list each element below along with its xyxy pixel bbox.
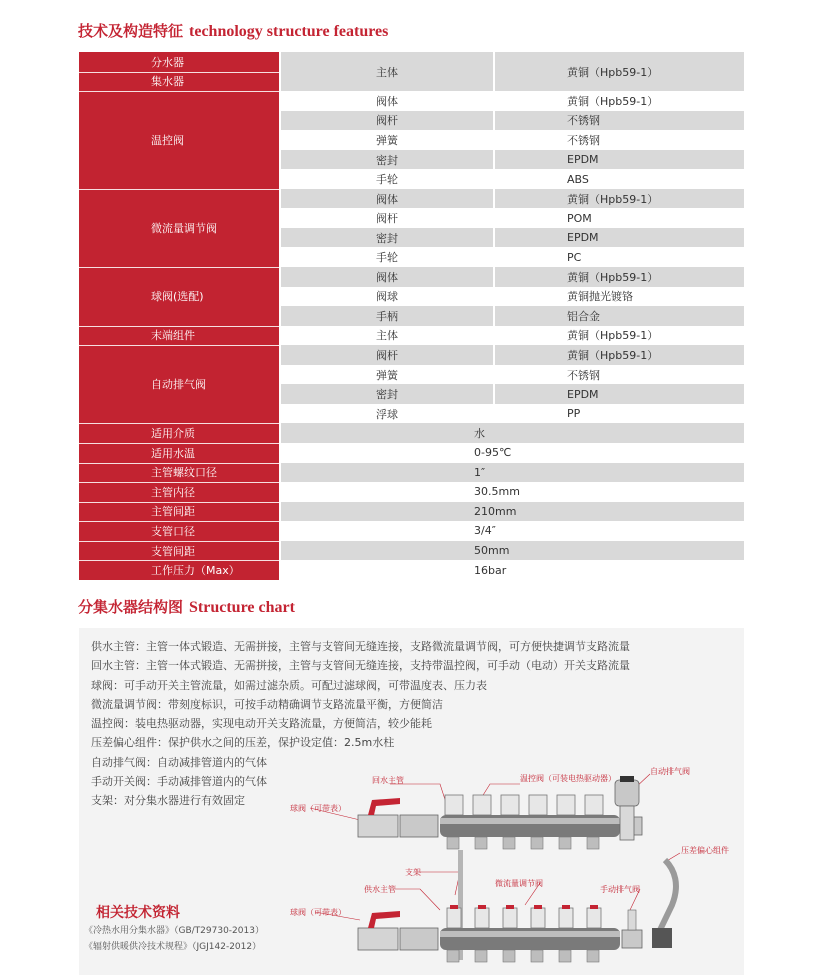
- desc-line: 微流量调节阀：带刻度标识，可按手动精确调节支路流量平衡，方便简洁: [91, 697, 443, 711]
- group-divider: [79, 560, 279, 561]
- ball-valve-icon: [358, 911, 400, 950]
- group-label-text: 工作压力（Max）: [151, 564, 240, 578]
- spec-part: 主体: [376, 65, 398, 79]
- group-divider: [79, 72, 279, 73]
- group-label-text: 球阀(选配): [151, 290, 204, 304]
- spec-part: 阀体: [376, 192, 398, 206]
- group-label-text: 温控阀: [151, 133, 184, 147]
- spec-value: 16bar: [474, 563, 507, 577]
- group-divider: [79, 521, 279, 522]
- spec-material: ABS: [567, 172, 589, 186]
- group-divider: [79, 91, 279, 92]
- group-label-text: 自动排气阀: [151, 378, 206, 392]
- group-label-text: 主管间距: [151, 505, 195, 519]
- spec-value: 1″: [474, 465, 486, 479]
- spec-material: 不锈钢: [567, 114, 600, 128]
- group-divider: [79, 345, 279, 346]
- spec-part: 弹簧: [376, 133, 398, 147]
- label-manual-vent: 手动排气阀: [600, 885, 640, 894]
- spec-group-label: [79, 72, 279, 92]
- spec-part: 阀球: [376, 290, 398, 304]
- group-label-text: 适用介质: [151, 427, 195, 441]
- group-divider: [79, 189, 279, 190]
- label-thermo-valve: 温控阀（可装电热驱动器）: [520, 774, 616, 783]
- thermo-valve-caps: [445, 795, 603, 815]
- spec-group-label: [79, 521, 279, 541]
- spec-part: 弹簧: [376, 368, 398, 382]
- group-label-text: 微流量调节阀: [151, 221, 217, 235]
- spec-group-label: [79, 560, 279, 580]
- spec-material: 黄铜（Hpb59-1）: [567, 94, 659, 108]
- desc-line: 支架：对分集水器进行有效固定: [91, 794, 245, 808]
- spec-material: 黄铜（Hpb59-1）: [567, 192, 659, 206]
- spec-part: 阀杆: [376, 114, 398, 128]
- group-divider: [79, 541, 279, 542]
- spec-material: 黄铜（Hpb59-1）: [567, 329, 659, 343]
- label-supply-main: 供水主管: [364, 885, 396, 894]
- desc-line: 供水主管：主管一体式锻造、无需拼接，主管与支管间无缝连接，支路微流量调节阀，可方便快捷调节支路流量: [91, 640, 630, 653]
- group-label-text: 分水器: [151, 55, 184, 69]
- spec-value: 0-95℃: [474, 446, 512, 460]
- group-divider: [79, 482, 279, 483]
- section-title-structure: [78, 596, 295, 617]
- spec-group-label: [79, 463, 279, 483]
- spec-part: 主体: [376, 329, 398, 343]
- title-cn: 分集水器结构图: [78, 598, 184, 616]
- desc-line: 温控阀：装电热驱动器，实现电动开关支路流量，方便简洁，较少能耗: [91, 717, 432, 731]
- spec-material: 不锈钢: [567, 368, 600, 382]
- spec-material: EPDM: [567, 387, 599, 401]
- manifold-diagram: [280, 760, 770, 975]
- group-divider: [79, 443, 279, 444]
- spec-material: 黄铜（Hpb59-1）: [567, 349, 659, 363]
- spec-material: PC: [567, 250, 582, 264]
- spec-value: 50mm: [474, 544, 510, 558]
- group-divider: [79, 463, 279, 464]
- spec-material: 黄铜抛光镀铬: [567, 290, 633, 304]
- desc-line: 球阀：可手动开关主管流量，如需过滤杂质。可配过滤球阀，可带温度表、压力表: [91, 678, 487, 692]
- spec-material: EPDM: [567, 231, 599, 245]
- group-label-text: 主管内径: [151, 485, 195, 499]
- label-ball-valve: 球阀（可带表）: [290, 908, 346, 917]
- spec-table: [79, 52, 744, 580]
- spec-material: 黄铜（Hpb59-1）: [567, 65, 659, 79]
- micro-valve-caps: [447, 908, 601, 928]
- spec-group-label: [79, 267, 279, 326]
- desc-line: 回水主管：主管一体式锻造、无需拼接，主管与支管间无缝连接，支持带温控阀，可手动（电动）开关支路流量: [91, 659, 630, 673]
- group-divider: [79, 326, 279, 327]
- label-bracket: 支架: [405, 868, 421, 877]
- spec-part: 浮球: [376, 407, 398, 421]
- manual-vent-icon: [628, 910, 636, 930]
- spec-part: 密封: [376, 231, 398, 245]
- label-pressure-comp: 压差偏心组件: [681, 846, 729, 855]
- spec-material: POM: [567, 211, 592, 225]
- spec-value: 30.5mm: [474, 485, 520, 499]
- pressure-comp-icon: [652, 860, 676, 948]
- spec-part: 密封: [376, 388, 398, 402]
- group-divider: [79, 423, 279, 424]
- spec-part: 阀杆: [376, 212, 398, 226]
- return-manifold: [400, 795, 642, 849]
- group-label-text: 末端组件: [151, 329, 195, 343]
- title-en: technology structure features: [189, 23, 389, 40]
- spec-group-label: [79, 482, 279, 502]
- supply-manifold: [400, 905, 642, 962]
- title-en: Structure chart: [189, 599, 295, 616]
- spec-group-label: [79, 52, 279, 72]
- label-micro-valve: 微流量调节阀: [495, 879, 543, 888]
- spec-group-label: [79, 423, 279, 443]
- spec-group-label: [79, 345, 279, 423]
- spec-group-label: [79, 502, 279, 522]
- group-label-text: 支管间距: [151, 544, 195, 558]
- reference-item: 《辐射供暖供冷技术规程》（JGJ142-2012）: [84, 942, 262, 952]
- desc-line: 压差偏心组件：保护供水之间的压差，保护设定值：2.5m水柱: [91, 736, 395, 750]
- spec-group-label: [79, 189, 279, 267]
- spec-part: 手轮: [376, 173, 398, 187]
- spec-part: 密封: [376, 153, 398, 167]
- ball-valve-icon: [358, 798, 400, 837]
- group-label-text: 支管口径: [151, 524, 195, 538]
- label-auto-vent: 自动排气阀: [650, 767, 690, 776]
- reference-title: 相关技术资料: [96, 905, 180, 921]
- spec-material: EPDM: [567, 153, 599, 167]
- spec-material: PP: [567, 407, 581, 421]
- spec-part: 手柄: [376, 309, 398, 323]
- spec-part: 手轮: [376, 251, 398, 265]
- reference-block: [84, 902, 264, 954]
- group-label-text: 集水器: [151, 75, 184, 89]
- group-divider: [79, 502, 279, 503]
- desc-line: 自动排气阀：自动减排管道内的气体: [91, 755, 267, 769]
- spec-value: 210mm: [474, 504, 517, 518]
- spec-group-label: [79, 326, 279, 346]
- section-title-features: [78, 20, 388, 41]
- group-label-text: 适用水温: [151, 446, 195, 460]
- spec-material: 不锈钢: [567, 133, 600, 147]
- spec-material: 铝合金: [567, 309, 600, 323]
- spec-material: 黄铜（Hpb59-1）: [567, 270, 659, 284]
- label-ball-valve: 球阀（可带表）: [290, 804, 346, 813]
- spec-part: 阀杆: [376, 349, 398, 363]
- spec-value: 水: [474, 427, 485, 441]
- spec-group-label: [79, 541, 279, 561]
- group-label-text: 主管螺纹口径: [151, 466, 217, 480]
- label-return-main: 回水主管: [372, 776, 404, 785]
- spec-group-label: [79, 443, 279, 463]
- title-cn: 技术及构造特征: [78, 22, 184, 40]
- spec-part: 阀体: [376, 270, 398, 284]
- spec-part: 阀体: [376, 94, 398, 108]
- reference-item: 《冷热水用分集水器》（GB/T29730-2013）: [84, 926, 264, 936]
- spec-group-label: [79, 91, 279, 189]
- group-divider: [79, 267, 279, 268]
- spec-value: 3/4″: [474, 524, 496, 538]
- desc-line: 手动开关阀：手动减排管道内的气体: [91, 775, 267, 789]
